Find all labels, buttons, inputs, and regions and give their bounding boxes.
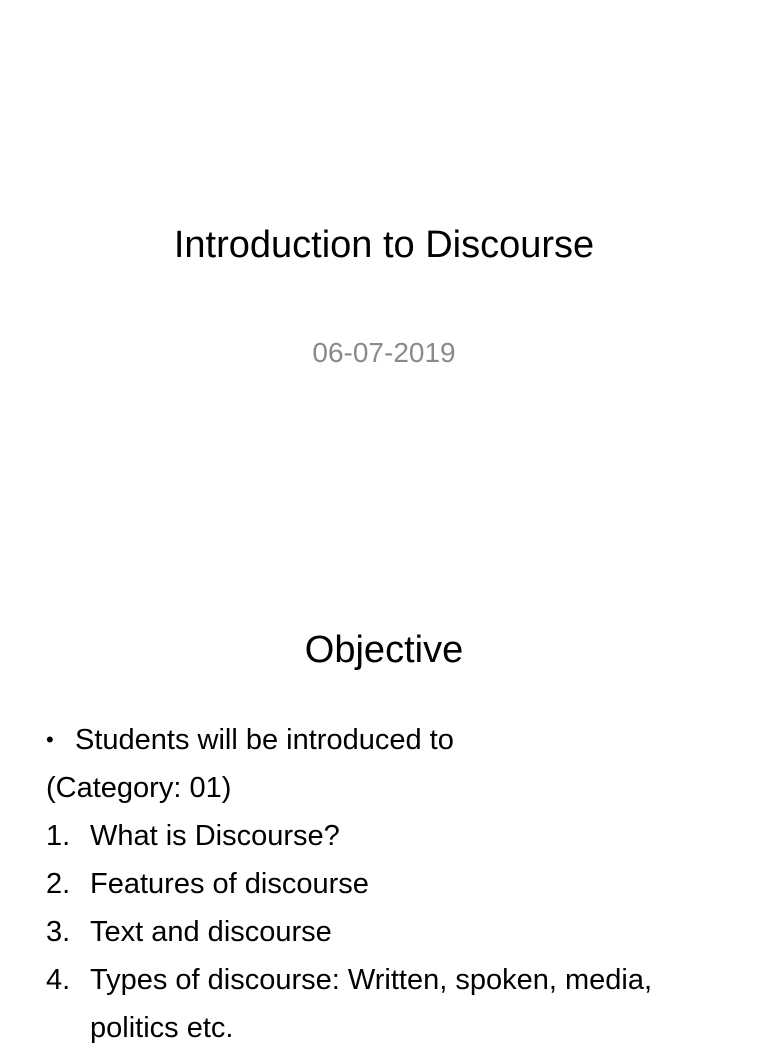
list-text: Types of discourse: Written, spoken, media, politics etc. — [90, 964, 653, 1044]
list-item — [46, 956, 746, 1052]
list-item — [46, 860, 746, 908]
slide-title: Introduction to Discourse — [173, 224, 595, 266]
list-item — [46, 812, 746, 860]
list-number: 2. — [46, 868, 71, 900]
list-item — [46, 908, 746, 956]
slide-date: 06-07-2019 — [312, 337, 456, 368]
list-number: 1. — [46, 820, 71, 852]
bullet-text: Students will be introduced to — [75, 724, 454, 756]
list-text: Text and discourse — [90, 916, 332, 948]
list-number: 4. — [46, 964, 71, 996]
bullet-item — [46, 716, 746, 764]
objective-content — [46, 716, 746, 1052]
category-line: (Category: 01) — [46, 772, 232, 804]
list-text: What is Discourse? — [90, 820, 340, 852]
list-number: 3. — [46, 916, 71, 948]
list-text: Features of discourse — [90, 868, 369, 900]
section-heading: Objective — [304, 629, 464, 671]
bullet-icon: • — [46, 727, 54, 752]
